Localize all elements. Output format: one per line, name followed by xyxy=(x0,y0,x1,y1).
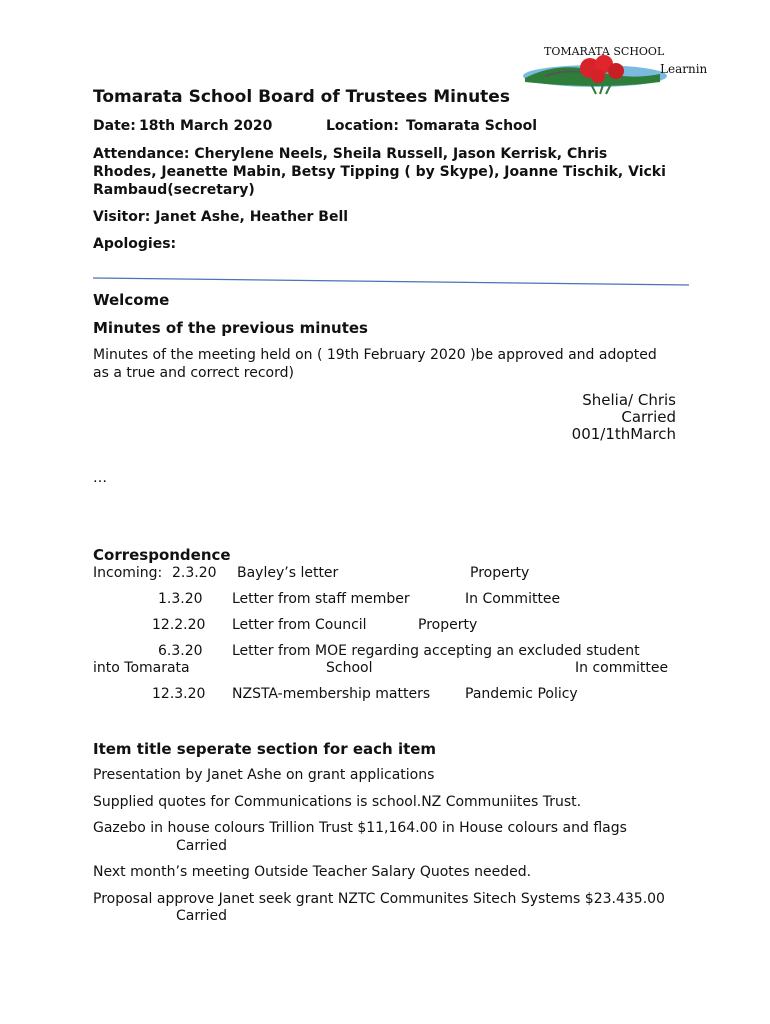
welcome-heading: Welcome xyxy=(93,291,170,309)
motion-status: Carried xyxy=(621,408,676,426)
item-line: Supplied quotes for Communications is school.NZ Communiites Trust. xyxy=(93,794,582,810)
item-line: Next month’s meeting Outside Teacher Salary Quotes needed. xyxy=(93,864,532,880)
correspondence-item-continuation: into Tomarata xyxy=(93,660,190,676)
apologies-line: Apologies: xyxy=(93,236,177,252)
date-value: 18th March 2020 xyxy=(139,118,273,134)
correspondence-item: NZSTA-membership matters xyxy=(232,686,431,702)
logo-side-text: Learnin xyxy=(660,62,708,76)
date-label: Date: xyxy=(93,118,136,134)
school-logo xyxy=(520,38,720,98)
location-label: Location: xyxy=(326,118,399,134)
item-line: Proposal approve Janet seek grant NZTC Communites Sitech Systems $23.435.00 xyxy=(93,891,665,907)
motion-ref: 001/1thMarch xyxy=(571,425,676,443)
minutes-text-line: Minutes of the meeting held on ( 19th February 2020 )be approved and adopted xyxy=(93,347,657,363)
mover-seconder: Shelia/ Chris xyxy=(582,391,676,409)
attendance-line: Rambaud(secretary) xyxy=(93,182,255,198)
ellipsis: … xyxy=(93,470,107,486)
correspondence-date: 12.3.20 xyxy=(152,686,206,702)
correspondence-heading: Correspondence xyxy=(93,546,231,564)
minutes-text-line: as a true and correct record) xyxy=(93,365,294,381)
correspondence-action: In Committee xyxy=(465,591,561,607)
minutes-heading: Minutes of the previous minutes xyxy=(93,319,368,337)
correspondence-action: Property xyxy=(470,565,530,581)
incoming-label: Incoming: xyxy=(93,565,163,581)
correspondence-action: Property xyxy=(418,617,478,633)
logo-school-text: TOMARATA SCHOOL xyxy=(544,45,665,58)
location-value: Tomarata School xyxy=(406,118,538,134)
correspondence-item: Letter from MOE regarding accepting an excluded student xyxy=(232,643,640,659)
correspondence-date: 2.3.20 xyxy=(172,565,217,581)
correspondence-item-continuation: School xyxy=(326,660,373,676)
correspondence-item: Bayley’s letter xyxy=(237,565,339,581)
correspondence-item: Letter from staff member xyxy=(232,591,410,607)
correspondence-action: In committee xyxy=(575,660,669,676)
correspondence-date: 6.3.20 xyxy=(158,643,203,659)
visitor-line: Visitor: Janet Ashe, Heather Bell xyxy=(93,209,349,225)
correspondence-date: 1.3.20 xyxy=(158,591,203,607)
correspondence-item: Letter from Council xyxy=(232,617,367,633)
items-heading: Item title seperate section for each item xyxy=(93,740,437,758)
item-carried: Carried xyxy=(176,908,228,924)
attendance-line: Attendance: Cherylene Neels, Sheila Russell, Jason Kerrisk, Chris xyxy=(93,146,608,162)
item-line: Gazebo in house colours Trillion Trust $11,164.00 in House colours and flags xyxy=(93,820,627,836)
item-line: Presentation by Janet Ashe on grant applications xyxy=(93,767,435,783)
divider-line xyxy=(93,274,689,288)
correspondence-date: 12.2.20 xyxy=(152,617,206,633)
document-title: Tomarata School Board of Trustees Minutes xyxy=(93,87,510,107)
attendance-line: Rhodes, Jeanette Mabin, Betsy Tipping ( by Skype), Joanne Tischik, Vicki xyxy=(93,164,666,180)
correspondence-action: Pandemic Policy xyxy=(465,686,578,702)
item-carried: Carried xyxy=(176,838,228,854)
